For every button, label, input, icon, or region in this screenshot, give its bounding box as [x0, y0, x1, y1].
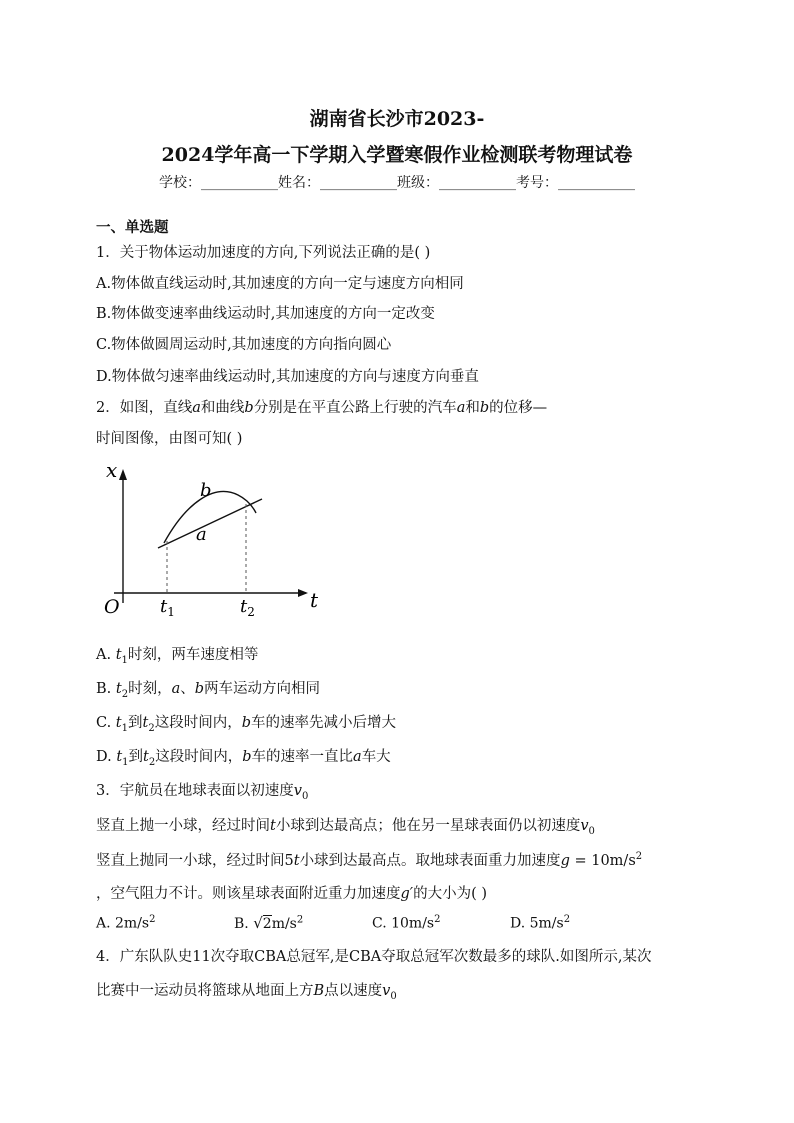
x-axis-arrow [298, 589, 308, 597]
q1-stem: 1．关于物体运动加速度的方向,下列说法正确的是( ) [96, 245, 431, 261]
exam-title-line-2: 2024学年高一下学期入学暨寒假作业检测联考物理试卷 [161, 144, 633, 166]
q3-stem-line-4: ，空气阻力不计。则该星球表面附近重力加速度g′的大小为( ) [96, 886, 488, 902]
q3-stem-line-1: 3．宇航员在地球表面以初速度$v_0$ [96, 783, 309, 802]
origin-label: O [104, 596, 120, 618]
q4-stem-line-1: 4．广东队队史11次夺取CBA总冠军,是CBA夺取总冠军次数最多的球队.如图所示,某次 [96, 949, 652, 965]
q2-stem-line-1: 2．如图，直线a和曲线b分别是在平直公路上行驶的汽车a和b的位移— [96, 400, 548, 416]
exam-title-line-1: 湖南省长沙市2023- [309, 108, 485, 130]
q4-stem-line-2: 比赛中一运动员将篮球从地面上方B点以速度$v_0$ [96, 983, 397, 1002]
t1-tick-label: $t_1$ [160, 596, 175, 619]
q2-option-c: C. $t_1$到$t_2$这段时间内，b车的速率先减小后增大 [96, 715, 396, 734]
q2-stem-line-2: 时间图像，由图可知( ) [96, 431, 243, 447]
q1-option-c: C.物体做圆周运动时,其加速度的方向指向圆心 [96, 337, 392, 353]
t2-tick-label: $t_2$ [240, 596, 255, 619]
q2-xt-graph [96, 455, 336, 625]
q3-option-b: B. $√2m/s^2$ [234, 914, 304, 932]
y-axis-label: x [106, 458, 118, 482]
q1-option-d: D.物体做匀速率曲线运动时,其加速度的方向与速度方向垂直 [96, 369, 479, 385]
q2-option-b: B. $t_2$时刻，a、b两车运动方向相同 [96, 681, 321, 700]
q1-option-a: A.物体做直线运动时,其加速度的方向一定与速度方向相同 [96, 276, 464, 292]
q3-stem-line-2: 竖直上抛一小球，经过时间t小球到达最高点；他在另一星球表面仍以初速度$v_0$ [96, 818, 595, 837]
section-heading: 一、单选题 [96, 219, 169, 236]
q2-option-a: A. $t_1$时刻，两车速度相等 [96, 647, 259, 666]
x-axis-label: t [310, 588, 319, 612]
y-axis-arrow [119, 469, 127, 480]
q2-option-d: D. $t_1$到$t_2$这段时间内，b车的速率一直比a车大 [96, 749, 391, 768]
curve-b-label: b [200, 480, 212, 501]
q3-option-c: C. $10m/s^2$ [372, 914, 441, 932]
q3-stem-line-3: 竖直上抛同一小球，经过时间5t小球到达最高点。取地球表面重力加速度$g = 10m/s^2$ [96, 851, 643, 869]
q1-option-b: B.物体做变速率曲线运动时,其加速度的方向一定改变 [96, 306, 435, 322]
q3-option-a: A. $2m/s^2$ [96, 914, 156, 932]
student-info-line: 学校：___________姓名：___________班级：___________考号：___________ [159, 175, 635, 191]
line-a-label: a [196, 524, 207, 545]
q3-option-d: D. $5m/s^2$ [510, 914, 571, 932]
